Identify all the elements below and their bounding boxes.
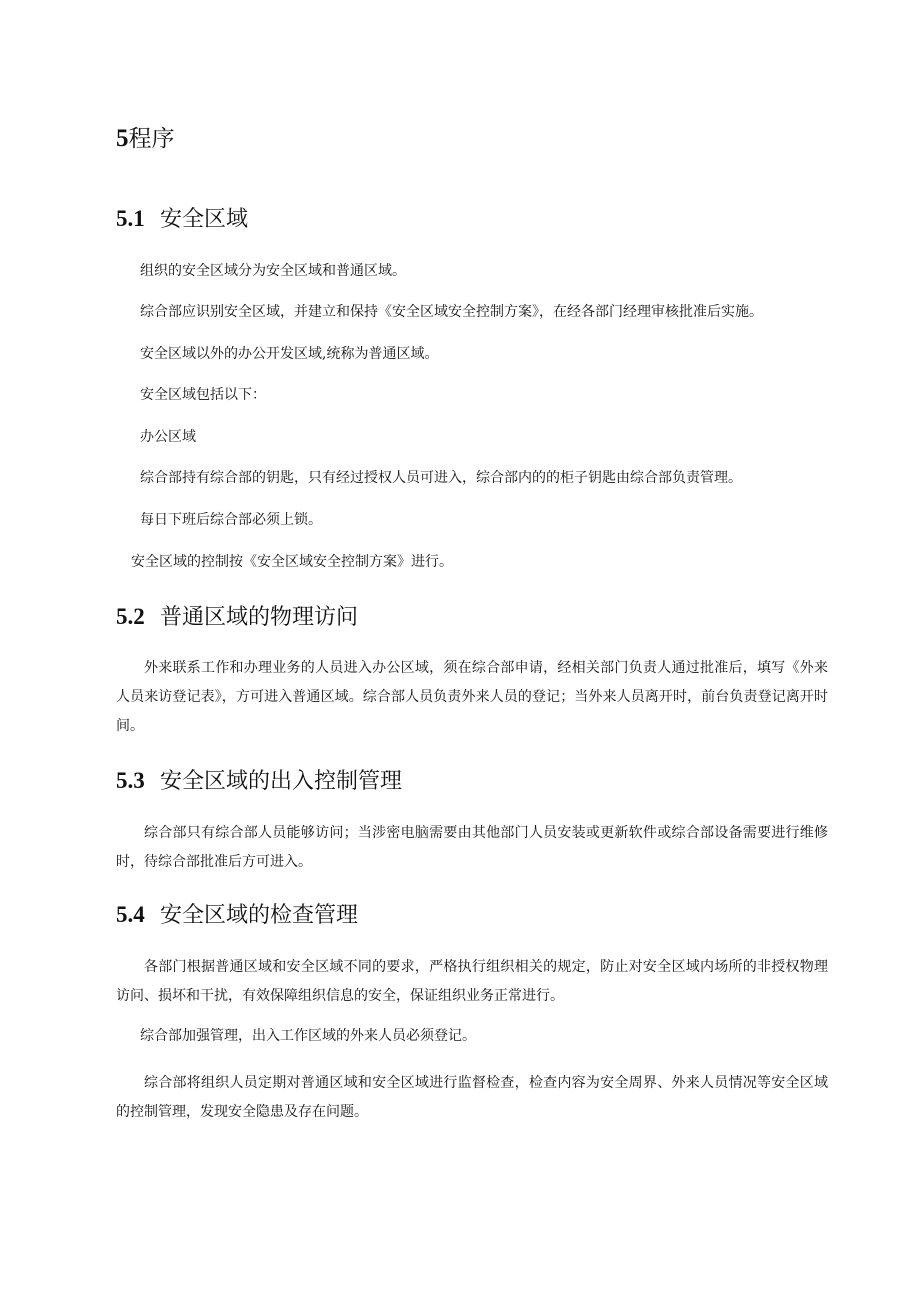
section-5-2-heading [116,602,358,633]
section-number: 5.4 [116,902,145,927]
section-5-heading [116,124,175,154]
section-number: 5 [116,125,129,152]
paragraph-line: 综合部持有综合部的钥匙，只有经过授权人员可进入，综合部内的的柜子钥匙由综合部负责管理。 [140,470,742,486]
paragraph-line: 安全区域的控制按《安全区域安全控制方案》进行。 [131,554,453,570]
paragraph-line: 办公区域 [140,429,196,445]
section-5-1-heading [116,204,248,235]
paragraph: 综合部只有综合部人员能够访问；当涉密电脑需要由其他部门人员安装或更新软件或综合部设备需要进行维修时，待综合部批准后方可进入。 [116,825,828,870]
section-title: 程序 [128,126,175,152]
paragraph: 综合部将组织人员定期对普通区域和安全区域进行监督检查，检查内容为安全周界、外来人员情况等安全区域的控制管理，发现安全隐患及存在问题。 [116,1075,828,1120]
section-title: 安全区域的检查管理 [160,903,359,928]
section-number: 5.3 [116,768,145,793]
paragraph-line: 每日下班后综合部必须上锁。 [140,512,322,528]
paragraph: 外来联系工作和办理业务的人员进入办公区域，须在综合部申请，经相关部门负责人通过批准后，填写《外来人员来访登记表》，方可进入普通区域。综合部人员负责外来人员的登记；当外来人员离开时，前台负责登记离开时间。 [116,660,828,734]
paragraph-line: 组织的安全区域分为安全区域和普通区域。 [140,263,406,279]
paragraph-line: 综合部应识别安全区域，并建立和保持《安全区域安全控制方案》，在经各部门经理审核批准后实施。 [140,304,763,320]
section-number: 5.1 [116,206,145,231]
section-5-3-heading [116,766,402,797]
paragraph: 各部门根据普通区域和安全区域不同的要求，严格执行组织相关的规定，防止对安全区域内场所的非授权物理访问、损坏和干扰，有效保障组织信息的安全，保证组织业务正常进行。 [116,959,828,1004]
section-title: 普通区域的物理访问 [160,605,359,630]
section-5-4-heading [116,900,358,931]
paragraph-line: 安全区域包括以下： [140,387,266,403]
section-number: 5.2 [116,604,145,629]
section-title: 安全区域 [160,207,249,232]
paragraph-line: 安全区域以外的办公开发区域,统称为普通区域。 [140,346,439,362]
paragraph-line: 综合部加强管理，出入工作区域的外来人员必须登记。 [140,1028,476,1044]
section-title: 安全区域的出入控制管理 [160,769,403,794]
